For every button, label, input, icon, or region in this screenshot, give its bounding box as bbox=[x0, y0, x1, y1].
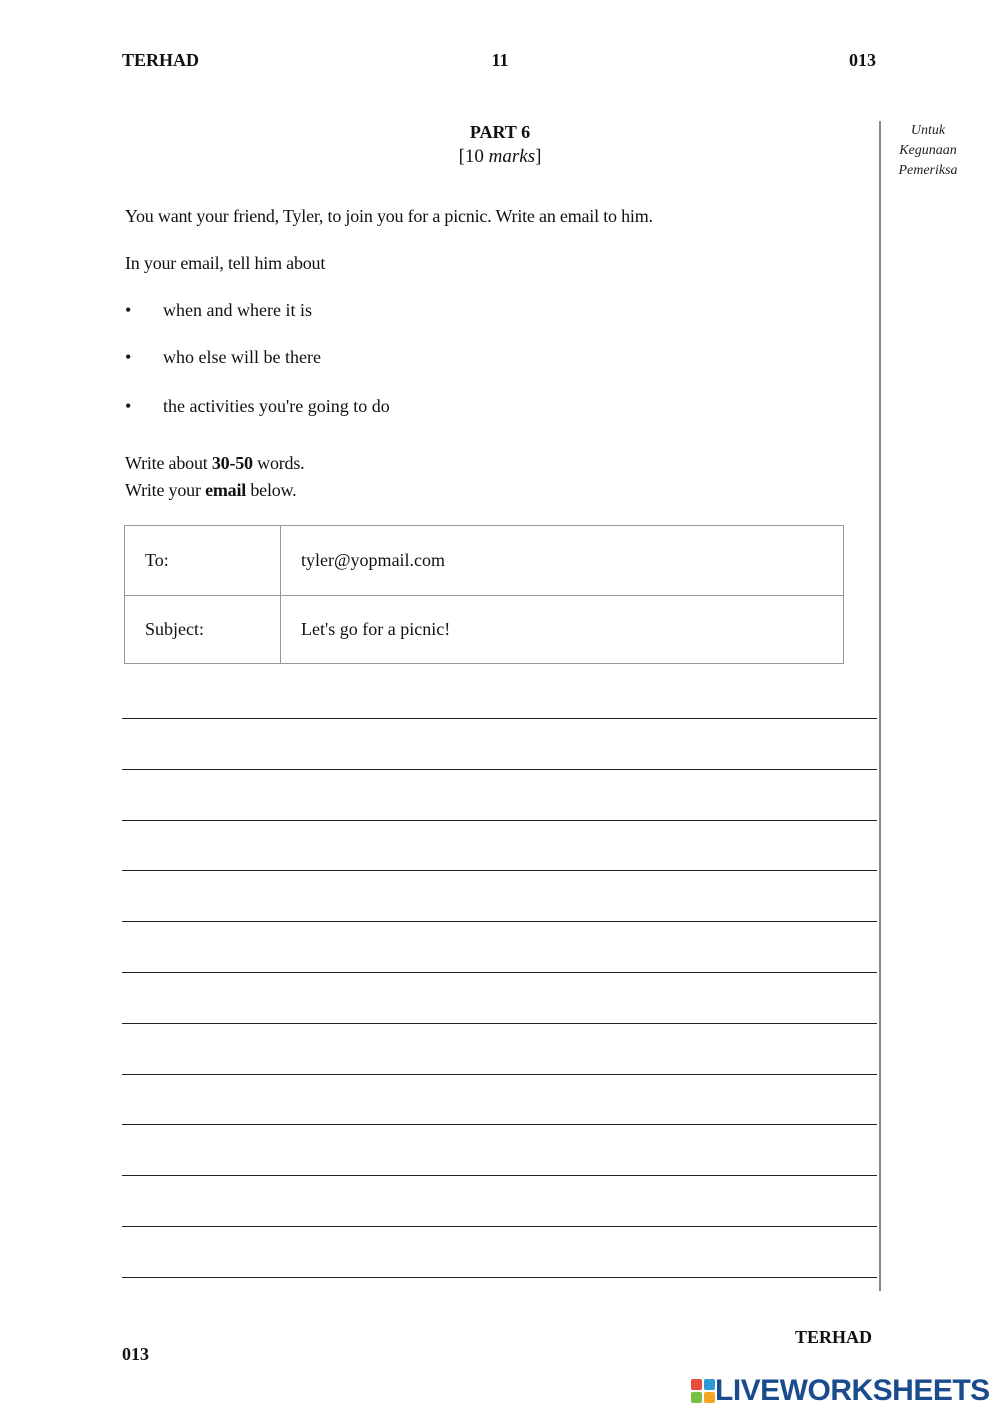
email-subject-value: Let's go for a picnic! bbox=[301, 619, 451, 639]
instruction-intro: In your email, tell him about bbox=[125, 253, 326, 273]
page-number: 11 bbox=[491, 50, 509, 70]
marks-word: marks bbox=[488, 146, 536, 167]
writing-line[interactable] bbox=[122, 820, 877, 821]
bullet-text: when and where it is bbox=[163, 300, 312, 320]
marks-prefix: [10 bbox=[458, 146, 489, 167]
header-left-label: TERHAD bbox=[122, 50, 200, 70]
footer-paper-code: 013 bbox=[122, 1344, 149, 1364]
writing-line[interactable] bbox=[122, 1124, 877, 1125]
writing-line[interactable] bbox=[122, 921, 877, 922]
email-subject-label: Subject: bbox=[125, 595, 281, 664]
writing-line[interactable] bbox=[122, 1226, 877, 1227]
logo-square bbox=[704, 1392, 715, 1403]
writing-line[interactable] bbox=[122, 1023, 877, 1024]
liveworksheets-mark-icon bbox=[691, 1379, 715, 1403]
bullet-dot: • bbox=[125, 300, 132, 320]
email-to-value: tyler@yopmail.com bbox=[301, 550, 446, 570]
writing-line[interactable] bbox=[122, 1074, 877, 1075]
writing-line[interactable] bbox=[122, 769, 877, 770]
writing-line[interactable] bbox=[122, 1277, 877, 1278]
part-title: PART 6 bbox=[469, 122, 531, 142]
write-email-keyword: email bbox=[205, 480, 247, 500]
instruction-task: You want your friend, Tyler, to join you for a picnic. Write an email to him. bbox=[125, 206, 653, 226]
marks-suffix: ] bbox=[535, 146, 542, 167]
wordcount-after: words. bbox=[252, 453, 305, 473]
writing-line[interactable] bbox=[122, 718, 877, 719]
examiner-note-line: Pemeriksa bbox=[898, 163, 958, 178]
examiner-margin-line bbox=[879, 121, 881, 1291]
footer-terhad: TERHAD bbox=[795, 1327, 873, 1347]
write-email-instruction bbox=[125, 480, 296, 501]
email-header-table bbox=[124, 525, 844, 664]
wordcount-range: 30-50 bbox=[211, 453, 253, 473]
bullet-dot: • bbox=[125, 396, 132, 416]
writing-line[interactable] bbox=[122, 1175, 877, 1176]
logo-square bbox=[691, 1379, 702, 1390]
write-email-before: Write your bbox=[125, 480, 206, 500]
liveworksheets-wordmark: LIVEWORKSHEETS bbox=[715, 1374, 990, 1407]
bullet-text: who else will be there bbox=[163, 347, 321, 367]
examiner-note-line: Kegunaan bbox=[899, 143, 957, 158]
bullet-text: the activities you're going to do bbox=[163, 396, 390, 416]
examiner-note-line: Untuk bbox=[910, 123, 946, 138]
email-to-label: To: bbox=[125, 526, 281, 595]
part-marks bbox=[0, 146, 1000, 168]
bullet-dot: • bbox=[125, 347, 132, 367]
email-subject-row bbox=[125, 595, 843, 664]
word-count-instruction bbox=[125, 453, 304, 474]
writing-line[interactable] bbox=[122, 972, 877, 973]
logo-square bbox=[704, 1379, 715, 1390]
header-paper-code: 013 bbox=[849, 50, 876, 70]
wordcount-before: Write about bbox=[125, 453, 212, 473]
logo-square bbox=[691, 1392, 702, 1403]
writing-line[interactable] bbox=[122, 870, 877, 871]
email-to-row bbox=[125, 526, 843, 596]
write-email-after: below. bbox=[246, 480, 297, 500]
